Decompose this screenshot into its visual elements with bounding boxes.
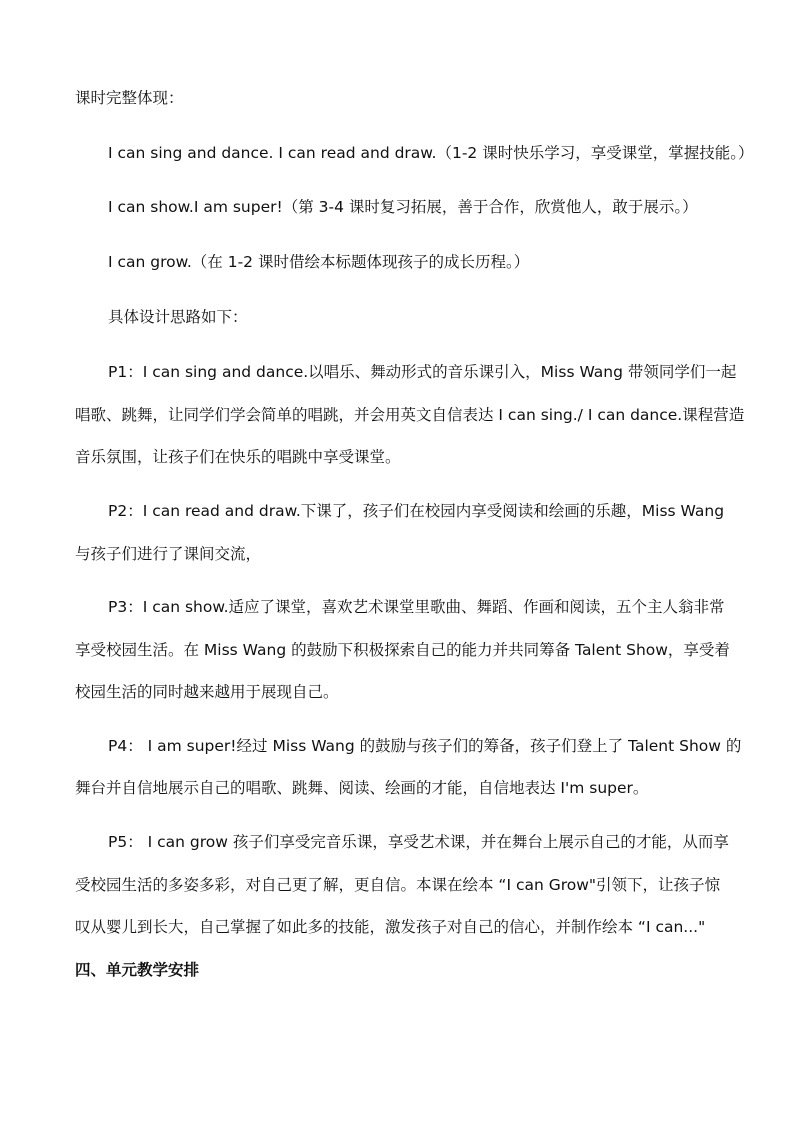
p5-line-3: 叹从婴儿到长大，自己掌握了如此多的技能，激发孩子对自己的信心，并制作绘本 “I can..." (75, 918, 706, 936)
lesson-line-3: I can grow.（在 1-2 课时借绘本标题体现孩子的成长历程。） (108, 253, 530, 271)
p3-line-2: 享受校园生活。在 Miss Wang 的鼓励下积极探索自己的能力并共同筹备 Talent Show，享受着 (75, 641, 730, 659)
p3-line-1: P3：I can show.适应了课堂，喜欢艺术课堂里歌曲、舞蹈、作画和阅读，五个主人翁非常 (108, 598, 725, 616)
p1-line-3: 音乐氛围，让孩子们在快乐的唱跳中享受课堂。 (75, 448, 401, 466)
design-intro: 具体设计思路如下： (108, 308, 248, 326)
intro-label: 课时完整体现： (75, 89, 184, 107)
p4-line-1: P4： I am super!经过 Miss Wang 的鼓励与孩子们的筹备，孩子们登上了 Talent Show 的 (108, 737, 742, 755)
p1-line-2: 唱歌、跳舞，让同学们学会简单的唱跳，并会用英文自信表达 I can sing./ I can dance.课程营造 (75, 406, 745, 424)
p5-line-2: 受校园生活的多姿多彩，对自己更了解，更自信。本课在绘本 “I can Grow"引领下，让孩子惊 (75, 876, 721, 894)
p2-line-1: P2：I can read and draw.下课了，孩子们在校园内享受阅读和绘画的乐趣，Miss Wang (108, 502, 725, 520)
p3-line-3: 校园生活的同时越来越用于展现自己。 (75, 683, 339, 701)
p5-line-1: P5： I can grow 孩子们享受完音乐课，享受艺术课，并在舞台上展示自己的才能，从而享 (108, 833, 729, 851)
lesson-line-2: I can show.I am super!（第 3-4 课时复习拓展，善于合作，欣赏他人，敢于展示。） (108, 198, 698, 216)
section-heading: 四、单元教学安排 (75, 961, 200, 979)
p1-line-1: P1：I can sing and dance.以唱乐、舞动形式的音乐课引入，Miss Wang 带领同学们一起 (108, 363, 737, 381)
p2-line-2: 与孩子们进行了课间交流， (75, 545, 262, 563)
lesson-line-1: I can sing and dance. I can read and draw.（1-2 课时快乐学习，享受课堂，掌握技能。） (108, 144, 754, 162)
p4-line-2: 舞台并自信地展示自己的唱歌、跳舞、阅读、绘画的才能，自信地表达 I'm super。 (75, 779, 649, 797)
